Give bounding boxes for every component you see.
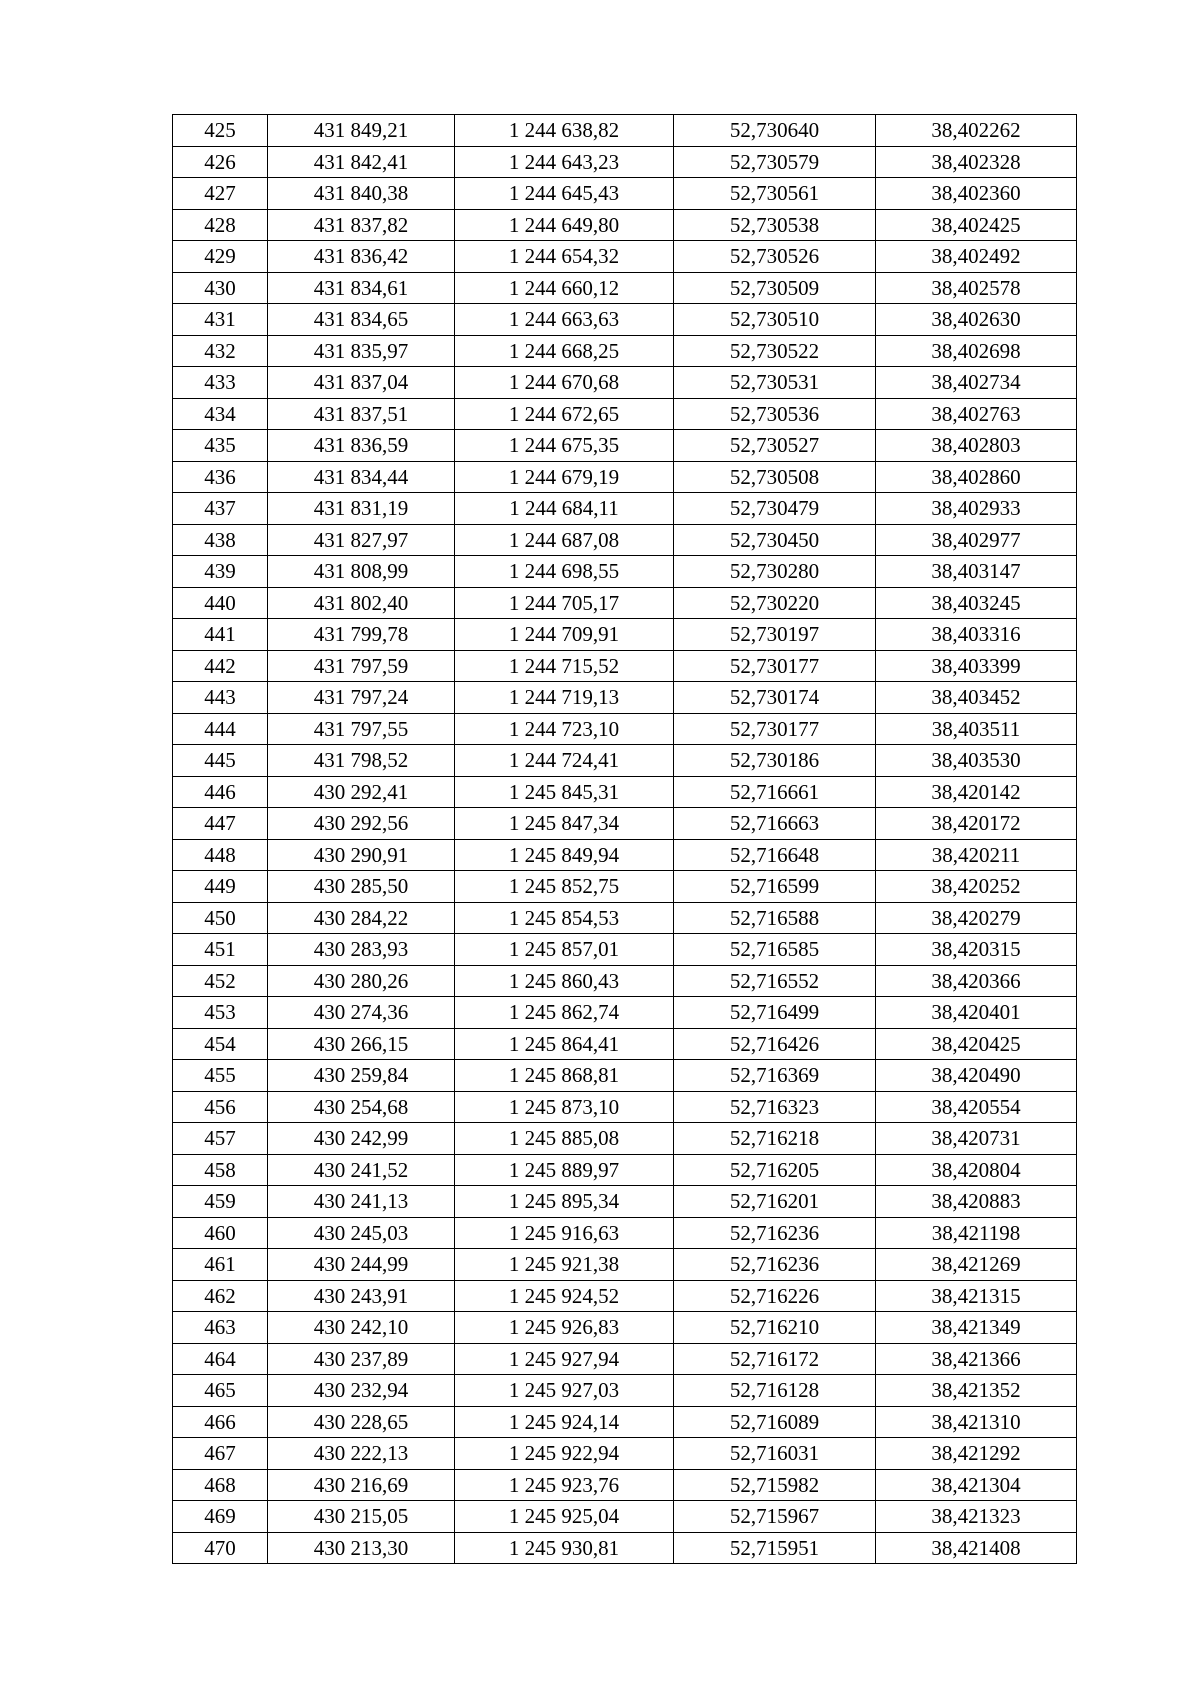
y-coordinate-cell: 1 245 916,63 xyxy=(455,1217,674,1249)
y-coordinate-cell: 1 245 862,74 xyxy=(455,997,674,1029)
x-coordinate-cell: 430 241,52 xyxy=(268,1154,455,1186)
y-coordinate-cell: 1 244 660,12 xyxy=(455,272,674,304)
y-coordinate-cell: 1 245 924,14 xyxy=(455,1406,674,1438)
point-number-cell: 434 xyxy=(173,398,268,430)
point-number-cell: 442 xyxy=(173,650,268,682)
longitude-cell: 38,402360 xyxy=(876,178,1077,210)
latitude-cell: 52,716369 xyxy=(674,1060,876,1092)
point-number-cell: 443 xyxy=(173,682,268,714)
table-row xyxy=(173,430,1077,462)
point-number-cell: 466 xyxy=(173,1406,268,1438)
point-number-cell: 468 xyxy=(173,1469,268,1501)
point-number-cell: 467 xyxy=(173,1438,268,1470)
point-number-cell: 453 xyxy=(173,997,268,1029)
latitude-cell: 52,730220 xyxy=(674,587,876,619)
x-coordinate-cell: 431 799,78 xyxy=(268,619,455,651)
latitude-cell: 52,716218 xyxy=(674,1123,876,1155)
coordinates-table-body xyxy=(173,115,1077,1564)
point-number-cell: 465 xyxy=(173,1375,268,1407)
x-coordinate-cell: 430 245,03 xyxy=(268,1217,455,1249)
y-coordinate-cell: 1 244 663,63 xyxy=(455,304,674,336)
longitude-cell: 38,402630 xyxy=(876,304,1077,336)
x-coordinate-cell: 431 836,42 xyxy=(268,241,455,273)
latitude-cell: 52,730186 xyxy=(674,745,876,777)
table-row xyxy=(173,1186,1077,1218)
point-number-cell: 454 xyxy=(173,1028,268,1060)
y-coordinate-cell: 1 244 668,25 xyxy=(455,335,674,367)
longitude-cell: 38,402328 xyxy=(876,146,1077,178)
y-coordinate-cell: 1 245 927,03 xyxy=(455,1375,674,1407)
longitude-cell: 38,403530 xyxy=(876,745,1077,777)
y-coordinate-cell: 1 245 922,94 xyxy=(455,1438,674,1470)
longitude-cell: 38,420401 xyxy=(876,997,1077,1029)
point-number-cell: 429 xyxy=(173,241,268,273)
table-row xyxy=(173,1375,1077,1407)
latitude-cell: 52,730174 xyxy=(674,682,876,714)
longitude-cell: 38,420804 xyxy=(876,1154,1077,1186)
table-row xyxy=(173,493,1077,525)
table-row xyxy=(173,776,1077,808)
x-coordinate-cell: 430 213,30 xyxy=(268,1532,455,1564)
y-coordinate-cell: 1 245 925,04 xyxy=(455,1501,674,1533)
point-number-cell: 452 xyxy=(173,965,268,997)
longitude-cell: 38,421352 xyxy=(876,1375,1077,1407)
x-coordinate-cell: 431 798,52 xyxy=(268,745,455,777)
table-row xyxy=(173,1469,1077,1501)
longitude-cell: 38,402763 xyxy=(876,398,1077,430)
latitude-cell: 52,730508 xyxy=(674,461,876,493)
table-row xyxy=(173,1091,1077,1123)
table-row xyxy=(173,1217,1077,1249)
point-number-cell: 444 xyxy=(173,713,268,745)
latitude-cell: 52,716599 xyxy=(674,871,876,903)
latitude-cell: 52,730561 xyxy=(674,178,876,210)
y-coordinate-cell: 1 245 924,52 xyxy=(455,1280,674,1312)
y-coordinate-cell: 1 244 643,23 xyxy=(455,146,674,178)
latitude-cell: 52,716426 xyxy=(674,1028,876,1060)
x-coordinate-cell: 431 837,04 xyxy=(268,367,455,399)
latitude-cell: 52,730280 xyxy=(674,556,876,588)
x-coordinate-cell: 431 831,19 xyxy=(268,493,455,525)
latitude-cell: 52,730177 xyxy=(674,650,876,682)
point-number-cell: 462 xyxy=(173,1280,268,1312)
point-number-cell: 460 xyxy=(173,1217,268,1249)
latitude-cell: 52,716210 xyxy=(674,1312,876,1344)
table-row xyxy=(173,304,1077,336)
longitude-cell: 38,402734 xyxy=(876,367,1077,399)
table-row xyxy=(173,1312,1077,1344)
table-row xyxy=(173,587,1077,619)
latitude-cell: 52,716226 xyxy=(674,1280,876,1312)
x-coordinate-cell: 430 244,99 xyxy=(268,1249,455,1281)
x-coordinate-cell: 430 283,93 xyxy=(268,934,455,966)
longitude-cell: 38,402698 xyxy=(876,335,1077,367)
latitude-cell: 52,716648 xyxy=(674,839,876,871)
point-number-cell: 426 xyxy=(173,146,268,178)
x-coordinate-cell: 431 837,51 xyxy=(268,398,455,430)
latitude-cell: 52,730177 xyxy=(674,713,876,745)
table-row xyxy=(173,398,1077,430)
x-coordinate-cell: 430 228,65 xyxy=(268,1406,455,1438)
latitude-cell: 52,730536 xyxy=(674,398,876,430)
latitude-cell: 52,716661 xyxy=(674,776,876,808)
longitude-cell: 38,421269 xyxy=(876,1249,1077,1281)
x-coordinate-cell: 430 292,56 xyxy=(268,808,455,840)
latitude-cell: 52,730538 xyxy=(674,209,876,241)
x-coordinate-cell: 430 284,22 xyxy=(268,902,455,934)
table-row xyxy=(173,1501,1077,1533)
y-coordinate-cell: 1 244 684,11 xyxy=(455,493,674,525)
longitude-cell: 38,421292 xyxy=(876,1438,1077,1470)
latitude-cell: 52,716089 xyxy=(674,1406,876,1438)
point-number-cell: 457 xyxy=(173,1123,268,1155)
x-coordinate-cell: 431 840,38 xyxy=(268,178,455,210)
point-number-cell: 469 xyxy=(173,1501,268,1533)
point-number-cell: 427 xyxy=(173,178,268,210)
latitude-cell: 52,716236 xyxy=(674,1217,876,1249)
x-coordinate-cell: 430 215,05 xyxy=(268,1501,455,1533)
table-row xyxy=(173,965,1077,997)
x-coordinate-cell: 430 285,50 xyxy=(268,871,455,903)
point-number-cell: 451 xyxy=(173,934,268,966)
longitude-cell: 38,421315 xyxy=(876,1280,1077,1312)
latitude-cell: 52,716323 xyxy=(674,1091,876,1123)
longitude-cell: 38,403147 xyxy=(876,556,1077,588)
point-number-cell: 470 xyxy=(173,1532,268,1564)
latitude-cell: 52,730527 xyxy=(674,430,876,462)
longitude-cell: 38,403511 xyxy=(876,713,1077,745)
point-number-cell: 431 xyxy=(173,304,268,336)
table-row xyxy=(173,934,1077,966)
x-coordinate-cell: 431 835,97 xyxy=(268,335,455,367)
y-coordinate-cell: 1 244 638,82 xyxy=(455,115,674,147)
point-number-cell: 432 xyxy=(173,335,268,367)
longitude-cell: 38,402977 xyxy=(876,524,1077,556)
latitude-cell: 52,715967 xyxy=(674,1501,876,1533)
x-coordinate-cell: 430 243,91 xyxy=(268,1280,455,1312)
y-coordinate-cell: 1 245 930,81 xyxy=(455,1532,674,1564)
x-coordinate-cell: 430 290,91 xyxy=(268,839,455,871)
latitude-cell: 52,716205 xyxy=(674,1154,876,1186)
point-number-cell: 461 xyxy=(173,1249,268,1281)
point-number-cell: 449 xyxy=(173,871,268,903)
x-coordinate-cell: 431 834,65 xyxy=(268,304,455,336)
longitude-cell: 38,421349 xyxy=(876,1312,1077,1344)
longitude-cell: 38,402803 xyxy=(876,430,1077,462)
x-coordinate-cell: 431 802,40 xyxy=(268,587,455,619)
table-row xyxy=(173,839,1077,871)
table-row xyxy=(173,808,1077,840)
latitude-cell: 52,716663 xyxy=(674,808,876,840)
y-coordinate-cell: 1 245 895,34 xyxy=(455,1186,674,1218)
longitude-cell: 38,420279 xyxy=(876,902,1077,934)
x-coordinate-cell: 431 837,82 xyxy=(268,209,455,241)
table-row xyxy=(173,902,1077,934)
table-row xyxy=(173,146,1077,178)
longitude-cell: 38,420425 xyxy=(876,1028,1077,1060)
latitude-cell: 52,716499 xyxy=(674,997,876,1029)
y-coordinate-cell: 1 244 698,55 xyxy=(455,556,674,588)
longitude-cell: 38,420731 xyxy=(876,1123,1077,1155)
longitude-cell: 38,421366 xyxy=(876,1343,1077,1375)
table-row xyxy=(173,871,1077,903)
longitude-cell: 38,402492 xyxy=(876,241,1077,273)
table-row xyxy=(173,272,1077,304)
point-number-cell: 438 xyxy=(173,524,268,556)
y-coordinate-cell: 1 244 649,80 xyxy=(455,209,674,241)
table-row xyxy=(173,1343,1077,1375)
y-coordinate-cell: 1 244 679,19 xyxy=(455,461,674,493)
y-coordinate-cell: 1 245 864,41 xyxy=(455,1028,674,1060)
point-number-cell: 463 xyxy=(173,1312,268,1344)
point-number-cell: 439 xyxy=(173,556,268,588)
point-number-cell: 428 xyxy=(173,209,268,241)
x-coordinate-cell: 431 797,24 xyxy=(268,682,455,714)
y-coordinate-cell: 1 245 857,01 xyxy=(455,934,674,966)
latitude-cell: 52,716172 xyxy=(674,1343,876,1375)
y-coordinate-cell: 1 245 926,83 xyxy=(455,1312,674,1344)
longitude-cell: 38,420172 xyxy=(876,808,1077,840)
x-coordinate-cell: 430 222,13 xyxy=(268,1438,455,1470)
latitude-cell: 52,730640 xyxy=(674,115,876,147)
table-row xyxy=(173,178,1077,210)
longitude-cell: 38,403245 xyxy=(876,587,1077,619)
table-row xyxy=(173,1028,1077,1060)
table-row xyxy=(173,335,1077,367)
x-coordinate-cell: 430 292,41 xyxy=(268,776,455,808)
x-coordinate-cell: 430 216,69 xyxy=(268,1469,455,1501)
point-number-cell: 430 xyxy=(173,272,268,304)
longitude-cell: 38,420142 xyxy=(876,776,1077,808)
table-row xyxy=(173,115,1077,147)
coordinates-table xyxy=(172,114,1077,1564)
y-coordinate-cell: 1 244 705,17 xyxy=(455,587,674,619)
y-coordinate-cell: 1 244 719,13 xyxy=(455,682,674,714)
latitude-cell: 52,730450 xyxy=(674,524,876,556)
latitude-cell: 52,730526 xyxy=(674,241,876,273)
y-coordinate-cell: 1 244 675,35 xyxy=(455,430,674,462)
longitude-cell: 38,420211 xyxy=(876,839,1077,871)
x-coordinate-cell: 430 242,99 xyxy=(268,1123,455,1155)
point-number-cell: 441 xyxy=(173,619,268,651)
table-row xyxy=(173,524,1077,556)
latitude-cell: 52,730197 xyxy=(674,619,876,651)
table-row xyxy=(173,1249,1077,1281)
x-coordinate-cell: 431 849,21 xyxy=(268,115,455,147)
longitude-cell: 38,402860 xyxy=(876,461,1077,493)
x-coordinate-cell: 431 827,97 xyxy=(268,524,455,556)
x-coordinate-cell: 431 797,59 xyxy=(268,650,455,682)
point-number-cell: 447 xyxy=(173,808,268,840)
table-row xyxy=(173,1532,1077,1564)
x-coordinate-cell: 431 834,44 xyxy=(268,461,455,493)
point-number-cell: 459 xyxy=(173,1186,268,1218)
x-coordinate-cell: 430 280,26 xyxy=(268,965,455,997)
latitude-cell: 52,730522 xyxy=(674,335,876,367)
point-number-cell: 450 xyxy=(173,902,268,934)
x-coordinate-cell: 430 237,89 xyxy=(268,1343,455,1375)
y-coordinate-cell: 1 245 873,10 xyxy=(455,1091,674,1123)
latitude-cell: 52,730479 xyxy=(674,493,876,525)
y-coordinate-cell: 1 245 854,53 xyxy=(455,902,674,934)
longitude-cell: 38,402262 xyxy=(876,115,1077,147)
latitude-cell: 52,716588 xyxy=(674,902,876,934)
latitude-cell: 52,716236 xyxy=(674,1249,876,1281)
table-row xyxy=(173,1280,1077,1312)
x-coordinate-cell: 430 266,15 xyxy=(268,1028,455,1060)
table-row xyxy=(173,1123,1077,1155)
longitude-cell: 38,420883 xyxy=(876,1186,1077,1218)
y-coordinate-cell: 1 244 724,41 xyxy=(455,745,674,777)
y-coordinate-cell: 1 245 885,08 xyxy=(455,1123,674,1155)
latitude-cell: 52,730510 xyxy=(674,304,876,336)
x-coordinate-cell: 431 836,59 xyxy=(268,430,455,462)
y-coordinate-cell: 1 245 923,76 xyxy=(455,1469,674,1501)
longitude-cell: 38,403316 xyxy=(876,619,1077,651)
table-row xyxy=(173,1060,1077,1092)
longitude-cell: 38,402933 xyxy=(876,493,1077,525)
table-row xyxy=(173,367,1077,399)
table-row xyxy=(173,650,1077,682)
table-row xyxy=(173,1154,1077,1186)
y-coordinate-cell: 1 244 709,91 xyxy=(455,619,674,651)
y-coordinate-cell: 1 245 927,94 xyxy=(455,1343,674,1375)
longitude-cell: 38,421304 xyxy=(876,1469,1077,1501)
x-coordinate-cell: 430 242,10 xyxy=(268,1312,455,1344)
y-coordinate-cell: 1 245 849,94 xyxy=(455,839,674,871)
table-row xyxy=(173,461,1077,493)
longitude-cell: 38,402578 xyxy=(876,272,1077,304)
y-coordinate-cell: 1 244 670,68 xyxy=(455,367,674,399)
x-coordinate-cell: 430 241,13 xyxy=(268,1186,455,1218)
x-coordinate-cell: 431 842,41 xyxy=(268,146,455,178)
table-row xyxy=(173,209,1077,241)
point-number-cell: 455 xyxy=(173,1060,268,1092)
point-number-cell: 445 xyxy=(173,745,268,777)
point-number-cell: 435 xyxy=(173,430,268,462)
longitude-cell: 38,403452 xyxy=(876,682,1077,714)
latitude-cell: 52,730579 xyxy=(674,146,876,178)
y-coordinate-cell: 1 245 889,97 xyxy=(455,1154,674,1186)
longitude-cell: 38,421198 xyxy=(876,1217,1077,1249)
point-number-cell: 440 xyxy=(173,587,268,619)
point-number-cell: 464 xyxy=(173,1343,268,1375)
latitude-cell: 52,716201 xyxy=(674,1186,876,1218)
table-row xyxy=(173,556,1077,588)
point-number-cell: 458 xyxy=(173,1154,268,1186)
y-coordinate-cell: 1 245 868,81 xyxy=(455,1060,674,1092)
y-coordinate-cell: 1 245 921,38 xyxy=(455,1249,674,1281)
longitude-cell: 38,420490 xyxy=(876,1060,1077,1092)
latitude-cell: 52,716031 xyxy=(674,1438,876,1470)
point-number-cell: 425 xyxy=(173,115,268,147)
x-coordinate-cell: 430 259,84 xyxy=(268,1060,455,1092)
longitude-cell: 38,402425 xyxy=(876,209,1077,241)
longitude-cell: 38,403399 xyxy=(876,650,1077,682)
longitude-cell: 38,421408 xyxy=(876,1532,1077,1564)
point-number-cell: 446 xyxy=(173,776,268,808)
y-coordinate-cell: 1 244 654,32 xyxy=(455,241,674,273)
longitude-cell: 38,420315 xyxy=(876,934,1077,966)
table-row xyxy=(173,682,1077,714)
y-coordinate-cell: 1 245 847,34 xyxy=(455,808,674,840)
y-coordinate-cell: 1 244 723,10 xyxy=(455,713,674,745)
table-row xyxy=(173,997,1077,1029)
x-coordinate-cell: 430 232,94 xyxy=(268,1375,455,1407)
table-row xyxy=(173,713,1077,745)
latitude-cell: 52,716128 xyxy=(674,1375,876,1407)
latitude-cell: 52,715951 xyxy=(674,1532,876,1564)
point-number-cell: 436 xyxy=(173,461,268,493)
y-coordinate-cell: 1 244 645,43 xyxy=(455,178,674,210)
table-row xyxy=(173,619,1077,651)
x-coordinate-cell: 430 254,68 xyxy=(268,1091,455,1123)
latitude-cell: 52,730509 xyxy=(674,272,876,304)
longitude-cell: 38,420252 xyxy=(876,871,1077,903)
x-coordinate-cell: 431 797,55 xyxy=(268,713,455,745)
x-coordinate-cell: 431 808,99 xyxy=(268,556,455,588)
x-coordinate-cell: 431 834,61 xyxy=(268,272,455,304)
y-coordinate-cell: 1 244 687,08 xyxy=(455,524,674,556)
point-number-cell: 456 xyxy=(173,1091,268,1123)
longitude-cell: 38,420366 xyxy=(876,965,1077,997)
latitude-cell: 52,715982 xyxy=(674,1469,876,1501)
table-row xyxy=(173,745,1077,777)
point-number-cell: 433 xyxy=(173,367,268,399)
y-coordinate-cell: 1 245 860,43 xyxy=(455,965,674,997)
longitude-cell: 38,421323 xyxy=(876,1501,1077,1533)
y-coordinate-cell: 1 244 672,65 xyxy=(455,398,674,430)
y-coordinate-cell: 1 245 852,75 xyxy=(455,871,674,903)
table-row xyxy=(173,1406,1077,1438)
latitude-cell: 52,730531 xyxy=(674,367,876,399)
longitude-cell: 38,420554 xyxy=(876,1091,1077,1123)
x-coordinate-cell: 430 274,36 xyxy=(268,997,455,1029)
point-number-cell: 448 xyxy=(173,839,268,871)
latitude-cell: 52,716585 xyxy=(674,934,876,966)
table-row xyxy=(173,1438,1077,1470)
longitude-cell: 38,421310 xyxy=(876,1406,1077,1438)
y-coordinate-cell: 1 244 715,52 xyxy=(455,650,674,682)
table-row xyxy=(173,241,1077,273)
latitude-cell: 52,716552 xyxy=(674,965,876,997)
y-coordinate-cell: 1 245 845,31 xyxy=(455,776,674,808)
point-number-cell: 437 xyxy=(173,493,268,525)
